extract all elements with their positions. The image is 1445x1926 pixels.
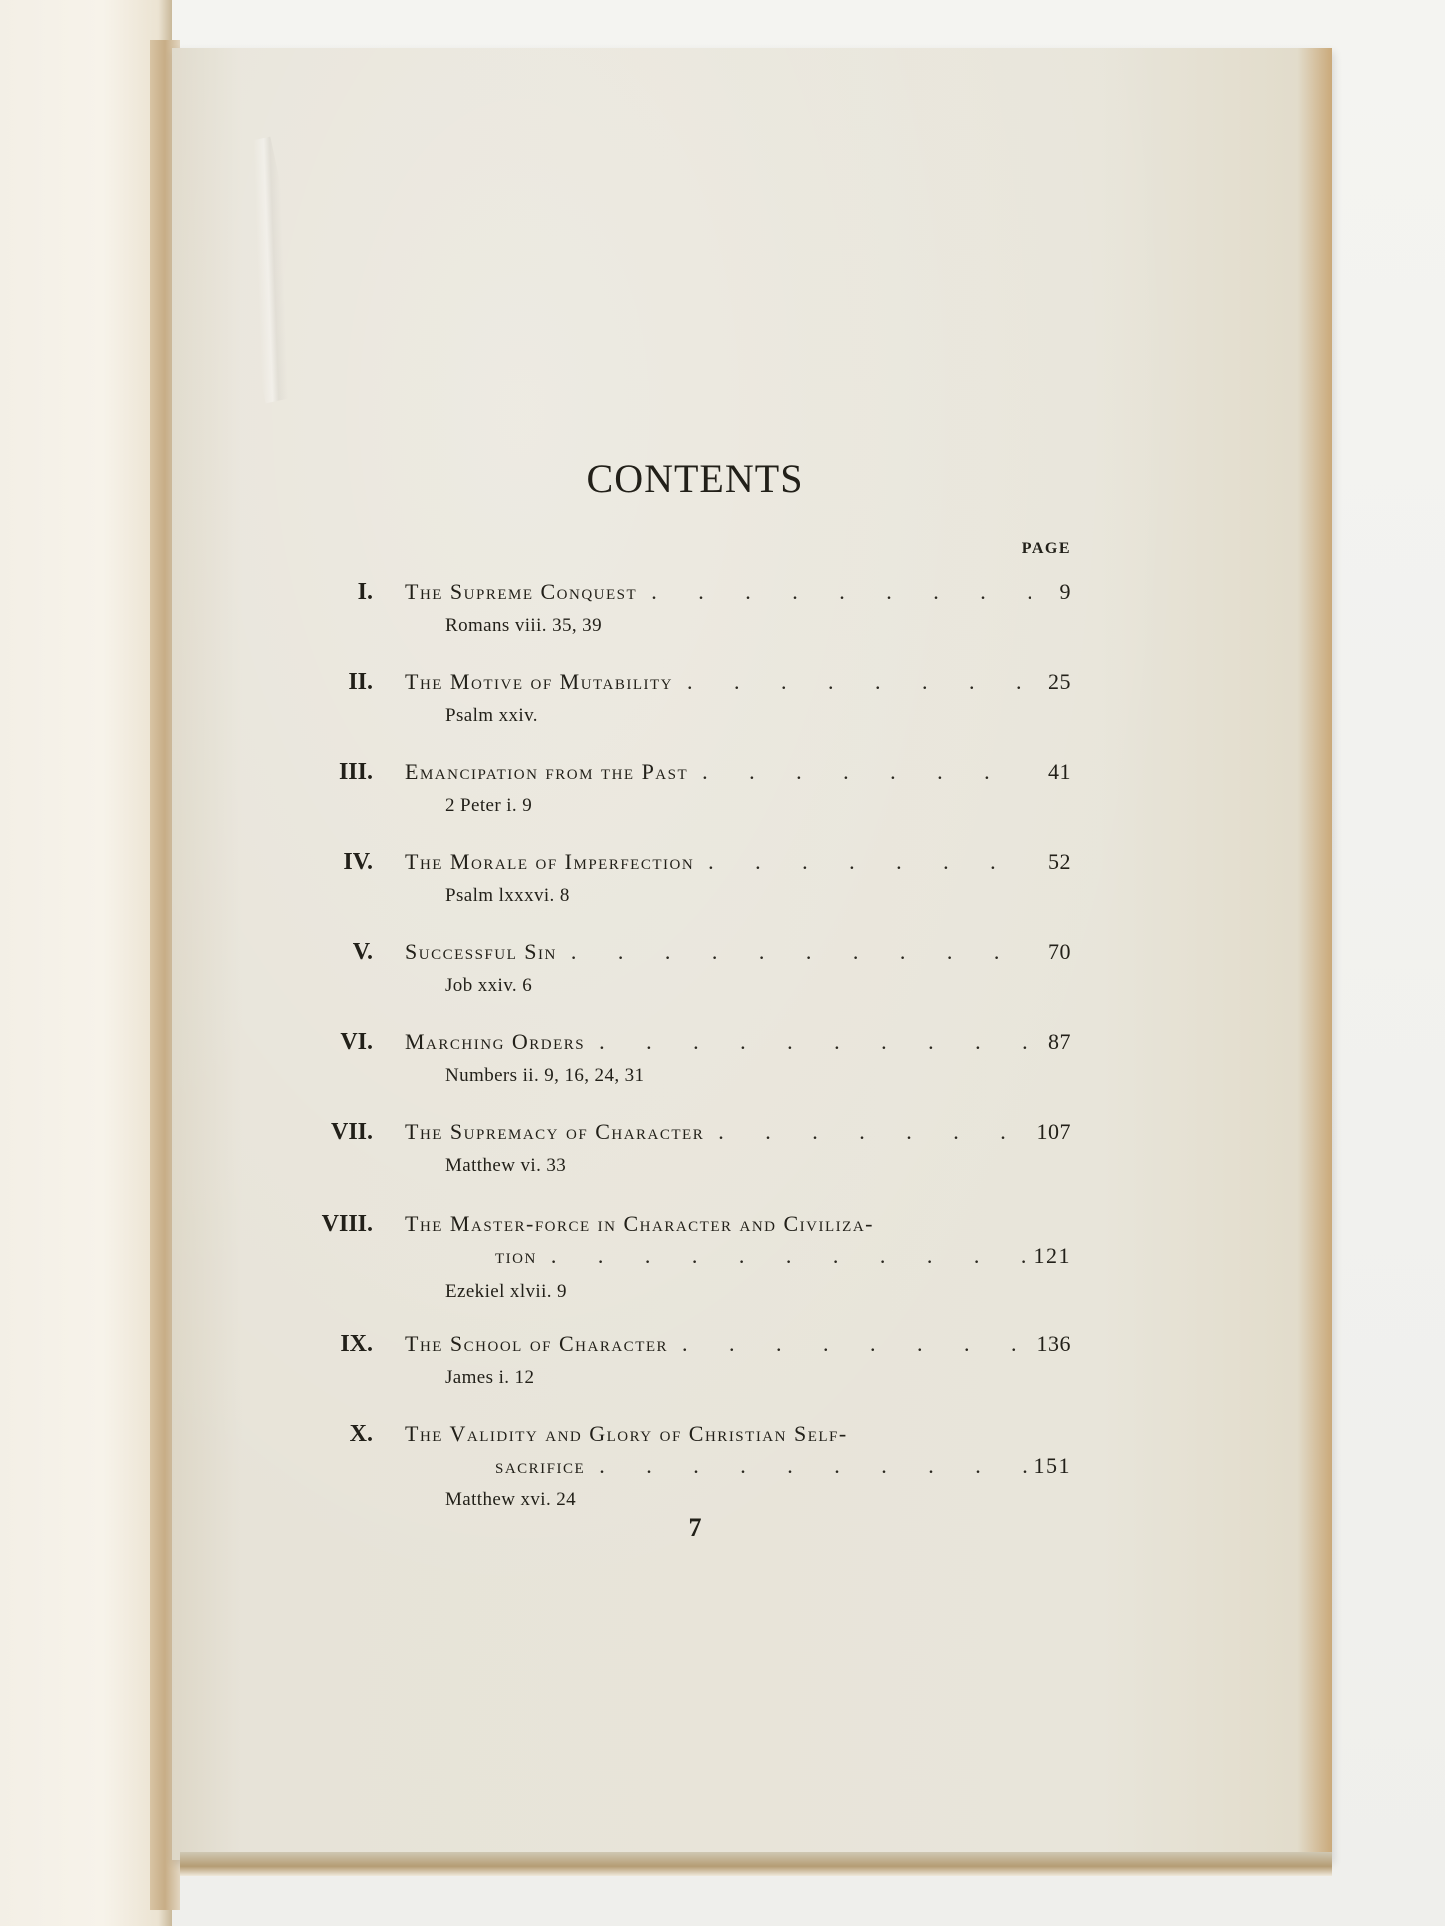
chapter-title: The Morale of Imperfection <box>405 849 695 874</box>
chapter-numeral: VI. <box>340 1029 373 1055</box>
chapter-numeral: IV. <box>343 849 373 875</box>
chapter-title-line <box>405 1211 874 1241</box>
dot-leader <box>637 579 1031 605</box>
chapter-numeral: II. <box>348 669 373 695</box>
chapter-title-line <box>405 1119 1071 1149</box>
chapter-title: The School of Character <box>405 1331 669 1356</box>
scripture-reference: Psalm lxxxvi. 8 <box>445 885 570 906</box>
chapter-numeral: V. <box>352 939 373 965</box>
dot-leader <box>585 1029 1031 1055</box>
chapter-numeral: VII. <box>330 1119 373 1145</box>
chapter-title: Emancipation from the Past <box>405 759 689 784</box>
chapter-title-line <box>405 1029 1071 1059</box>
chapter-page: 136 <box>1036 1331 1071 1356</box>
chapter-title: The Master-force in Character and Civiliza- <box>405 1211 874 1236</box>
chapter-page: 70 <box>1048 939 1071 964</box>
scripture-reference: 2 Peter i. 9 <box>445 795 533 816</box>
page-number: 7 <box>688 1513 702 1542</box>
chapter-title-line <box>405 1421 848 1451</box>
chapter-title-line <box>405 579 1071 609</box>
dot-leader <box>668 1331 1031 1357</box>
chapter-title-line <box>405 849 1071 879</box>
chapter-title: Marching Orders <box>405 1029 586 1054</box>
chapter-title-continuation: sacrifice <box>495 1453 586 1478</box>
chapter-page: 151 <box>1033 1453 1071 1478</box>
scripture-reference: Matthew vi. 33 <box>445 1155 567 1176</box>
dot-leader <box>557 939 1031 965</box>
scripture-reference: Matthew xvi. 24 <box>445 1489 577 1510</box>
scripture-reference: Job xxiv. 6 <box>445 975 533 996</box>
chapter-title: The Validity and Glory of Christian Self- <box>405 1421 848 1446</box>
scripture-reference: Romans viii. 35, 39 <box>445 615 602 636</box>
chapter-numeral: X. <box>349 1421 373 1447</box>
facing-page <box>0 0 172 1926</box>
scripture-reference: James i. 12 <box>445 1367 535 1388</box>
chapter-title-continuation: tion <box>495 1243 537 1268</box>
chapter-title-line <box>405 939 1071 969</box>
chapter-title-continuation-line <box>405 1243 1071 1273</box>
chapter-title: The Supremacy of Character <box>405 1119 705 1144</box>
page-bottom-edge <box>180 1852 1332 1876</box>
chapter-title: The Supreme Conquest <box>405 579 638 604</box>
chapter-title: Successful Sin <box>405 939 557 964</box>
chapter-page: 25 <box>1048 669 1071 694</box>
chapter-title-continuation-line <box>405 1453 1071 1483</box>
chapter-page: 107 <box>1036 1119 1071 1144</box>
dot-leader <box>688 759 1031 785</box>
chapter-page: 41 <box>1048 759 1071 784</box>
chapter-page: 9 <box>1059 579 1071 604</box>
chapter-page: 52 <box>1048 849 1071 874</box>
dot-leader <box>704 1119 1031 1145</box>
chapter-numeral: I. <box>357 579 373 605</box>
dot-leader <box>673 669 1031 695</box>
page-column-label: PAGE <box>1021 540 1071 557</box>
dot-leader <box>537 1243 1031 1269</box>
scripture-reference: Numbers ii. 9, 16, 24, 31 <box>445 1065 645 1086</box>
chapter-title-line <box>405 1331 1071 1361</box>
chapter-page: 87 <box>1048 1029 1071 1054</box>
chapter-title: The Motive of Mutability <box>405 669 673 694</box>
chapter-numeral: VIII. <box>321 1211 373 1237</box>
chapter-numeral: IX. <box>340 1331 373 1357</box>
chapter-title-line <box>405 669 1071 699</box>
chapter-title-line <box>405 759 1071 789</box>
dot-leader <box>585 1453 1031 1479</box>
dot-leader <box>694 849 1031 875</box>
scripture-reference: Ezekiel xlvii. 9 <box>445 1281 567 1302</box>
chapter-page: 121 <box>1033 1243 1071 1268</box>
contents-heading: CONTENTS <box>586 456 804 501</box>
scripture-reference: Psalm xxiv. <box>445 705 538 726</box>
chapter-numeral: III. <box>338 759 373 785</box>
